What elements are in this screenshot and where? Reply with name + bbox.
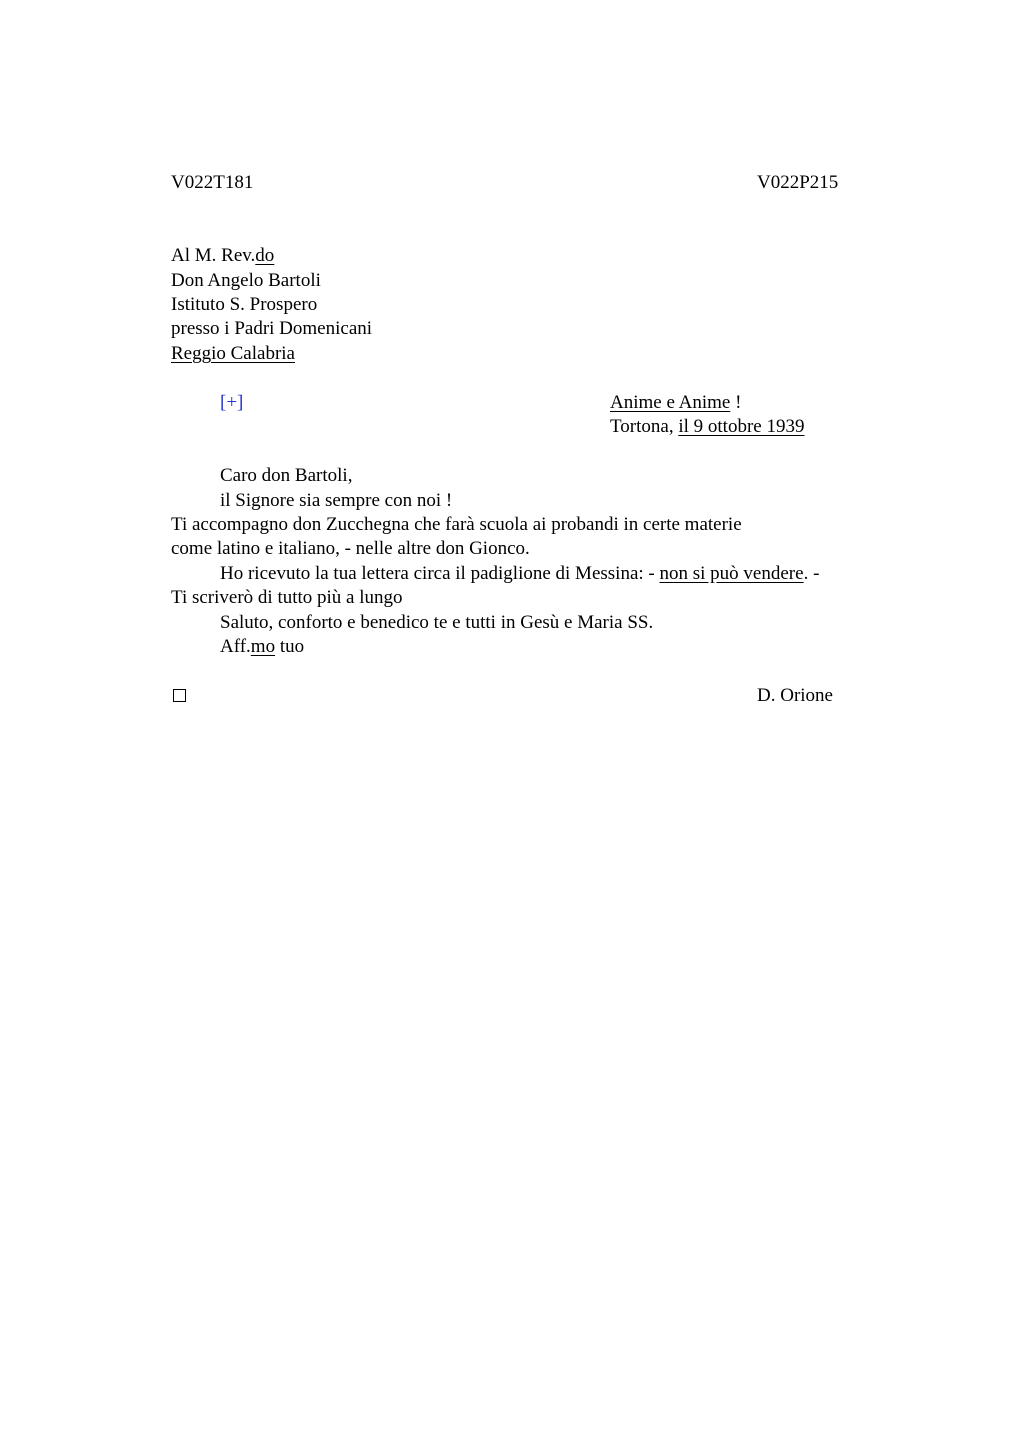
address-line-3: Istituto S. Prospero (171, 294, 318, 315)
paragraph-1-line-1: Ti accompagno don Zucchegna che farà scuola ai probandi in certe materie (171, 514, 742, 535)
expand-bracket-close: ] (237, 392, 244, 413)
document-code-left: V022T181 (171, 172, 254, 193)
salutation: Caro don Bartoli, (220, 465, 353, 486)
greeting: il Signore sia sempre con noi ! (220, 490, 453, 511)
paragraph-2-line-2: Ti scriverò di tutto più a lungo (171, 587, 403, 608)
paragraph-2-start: Ho ricevuto la tua lettera circa il padiglione di Messina: - (220, 563, 660, 584)
paragraph-2-emphasis: non si può vendere (659, 563, 804, 584)
expand-plus-link[interactable]: + (226, 392, 238, 413)
address-line-2: Don Angelo Bartoli (171, 270, 321, 291)
document-code-right: V022P215 (757, 172, 839, 193)
expand-toggle[interactable] (220, 391, 243, 415)
paragraph-2-end: . - (803, 563, 820, 584)
motto-text: Anime e Anime (610, 392, 731, 413)
expand-bracket-open: [ (220, 392, 227, 413)
dateline (610, 415, 804, 439)
paragraph-2-line-1 (220, 562, 819, 586)
checkbox-icon[interactable] (173, 689, 186, 702)
signature: D. Orione (757, 685, 833, 706)
closing-abbrev: mo (250, 636, 276, 657)
motto-exclaim: ! (730, 392, 742, 413)
address-line-4: presso i Padri Domenicani (171, 318, 373, 339)
closing-end: tuo (275, 636, 305, 657)
paragraph-1-line-2: come latino e italiano, - nelle altre don Gionco. (171, 538, 530, 559)
dateline-date: il 9 ottobre 1939 (678, 416, 805, 437)
address-line-1 (171, 244, 274, 268)
address-city: Reggio Calabria (171, 343, 295, 364)
paragraph-3: Saluto, conforto e benedico te e tutti in Gesù e Maria SS. (220, 612, 654, 633)
motto-line (610, 391, 741, 415)
address-title-abbrev: do (255, 245, 275, 266)
address-title: Al M. Rev. (171, 245, 256, 266)
closing-prefix: Aff. (220, 636, 251, 657)
dateline-place: Tortona, (610, 416, 679, 437)
closing (220, 635, 304, 659)
